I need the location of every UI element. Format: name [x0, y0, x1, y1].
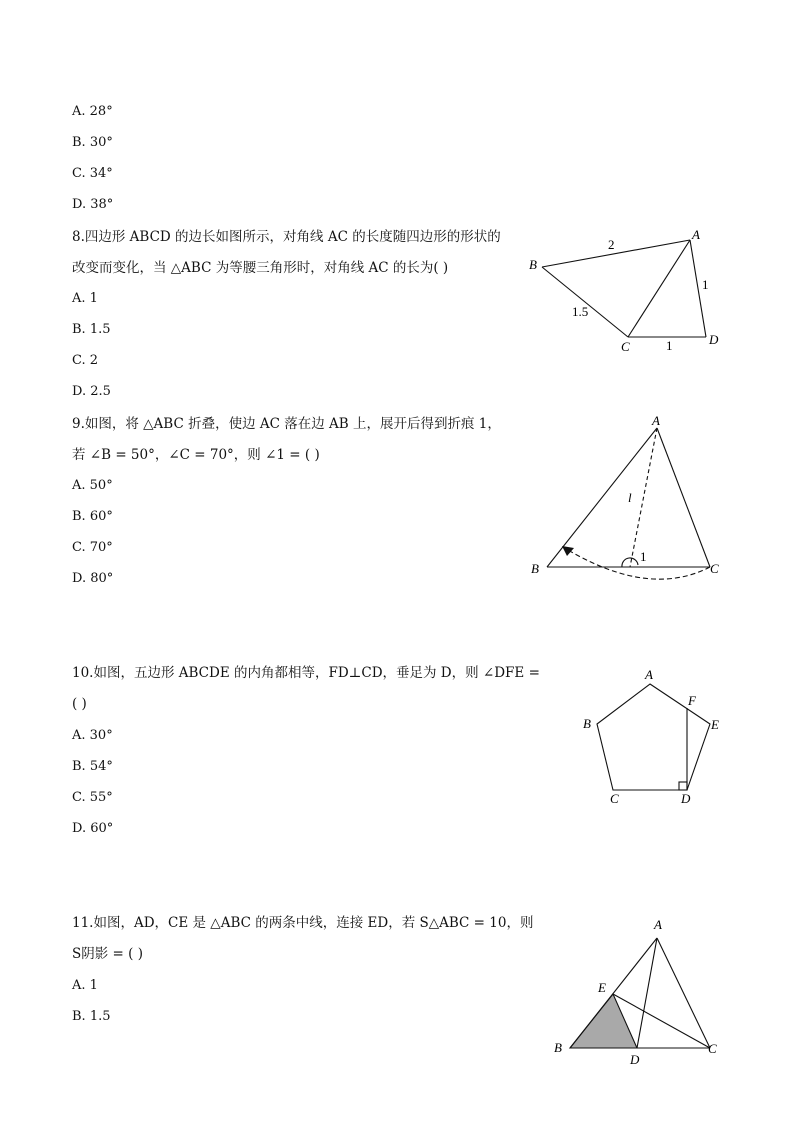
q9-option-b: B. 60°: [72, 509, 113, 524]
q9-label-angle: 1: [640, 549, 647, 564]
q8-stem-line2: 改变而变化，当 △ABC 为等腰三角形时，对角线 AC 的长为( ): [72, 260, 449, 276]
q8-option-c: C. 2: [72, 353, 99, 368]
q11-stem-line1: 11.如图，AD，CE 是 △ABC 的两条中线，连接 ED，若 S△ABC = 10，则: [72, 915, 534, 931]
q9-side-ab: [547, 428, 657, 567]
q11-label-a: A: [654, 917, 662, 932]
q11-option-a: A. 1: [72, 978, 98, 993]
q8-option-b: B. 1.5: [72, 322, 111, 337]
q11-side-ac: [657, 938, 710, 1048]
q8-side-cb: [542, 267, 628, 337]
q9-fold-arc: [568, 550, 710, 579]
q11-label-e: E: [598, 980, 606, 995]
q10-option-d: D. 60°: [72, 821, 114, 836]
q11-option-b: B. 1.5: [72, 1009, 111, 1024]
q11-label-b: B: [554, 1040, 562, 1055]
q8-label-c: C: [621, 339, 630, 354]
q8-side-ab: [542, 240, 690, 267]
q9-label-c: C: [710, 561, 719, 576]
q10-label-c: C: [610, 791, 619, 806]
q8-label-d: D: [709, 332, 719, 347]
q8-diagonal-ac: [628, 240, 690, 337]
q10-option-b: B. 54°: [72, 759, 113, 774]
q9-stem-line2: 若 ∠B = 50°，∠C = 70°，则 ∠1 = ( ): [72, 447, 320, 463]
q9-option-a: A. 50°: [72, 478, 113, 493]
q8-figure: [520, 222, 730, 357]
q8-length-ad: 1: [702, 277, 709, 292]
q11-figure: [545, 910, 735, 1070]
q7-option-c: C. 34°: [72, 166, 113, 181]
q10-stem-line1: 10.如图，五边形 ABCDE 的内角都相等，FD⊥CD，垂足为 D，则 ∠DFE =: [72, 665, 540, 681]
q10-stem-line2: ( ): [72, 696, 87, 712]
q10-label-d: D: [681, 791, 691, 806]
q10-label-a: A: [645, 667, 653, 682]
q9-option-d: D. 80°: [72, 571, 114, 586]
q8-length-ab: 2: [608, 237, 615, 252]
q9-label-crease: l: [628, 490, 632, 505]
q10-label-e: E: [711, 717, 719, 732]
q11-label-c: C: [708, 1041, 717, 1056]
q9-fold-arrowhead: [562, 546, 574, 556]
q11-label-d: D: [630, 1052, 640, 1067]
q8-label-a: A: [692, 227, 700, 242]
q11-stem-line2: S阴影 = ( ): [72, 946, 143, 962]
q9-figure: [520, 410, 735, 595]
q7-option-b: B. 30°: [72, 135, 113, 150]
q10-option-a: A. 30°: [72, 728, 113, 743]
q9-stem-line1: 9.如图，将 △ABC 折叠，使边 AC 落在边 AB 上，展开后得到折痕 1，: [72, 416, 501, 432]
q9-label-a: A: [652, 413, 660, 428]
q10-label-b: B: [583, 716, 591, 731]
q9-crease-line: [630, 428, 657, 567]
q8-length-bc: 1.5: [572, 304, 589, 319]
q7-option-a: A. 28°: [72, 104, 113, 119]
q7-option-d: D. 38°: [72, 197, 114, 212]
q8-option-d: D. 2.5: [72, 384, 111, 399]
q8-length-cd: 1: [666, 338, 673, 353]
q9-option-c: C. 70°: [72, 540, 113, 555]
q10-right-angle-mark: [679, 782, 687, 790]
q8-stem-line1: 8.四边形 ABCD 的边长如图所示，对角线 AC 的长度随四边形的形状的: [72, 229, 501, 245]
q9-side-ac: [657, 428, 710, 567]
q11-median-ad: [637, 938, 657, 1048]
q10-figure: [575, 662, 730, 812]
q9-label-b: B: [531, 561, 539, 576]
q10-label-f: F: [688, 693, 696, 708]
q10-option-c: C. 55°: [72, 790, 113, 805]
q8-option-a: A. 1: [72, 291, 98, 306]
q8-label-b: B: [529, 257, 537, 272]
